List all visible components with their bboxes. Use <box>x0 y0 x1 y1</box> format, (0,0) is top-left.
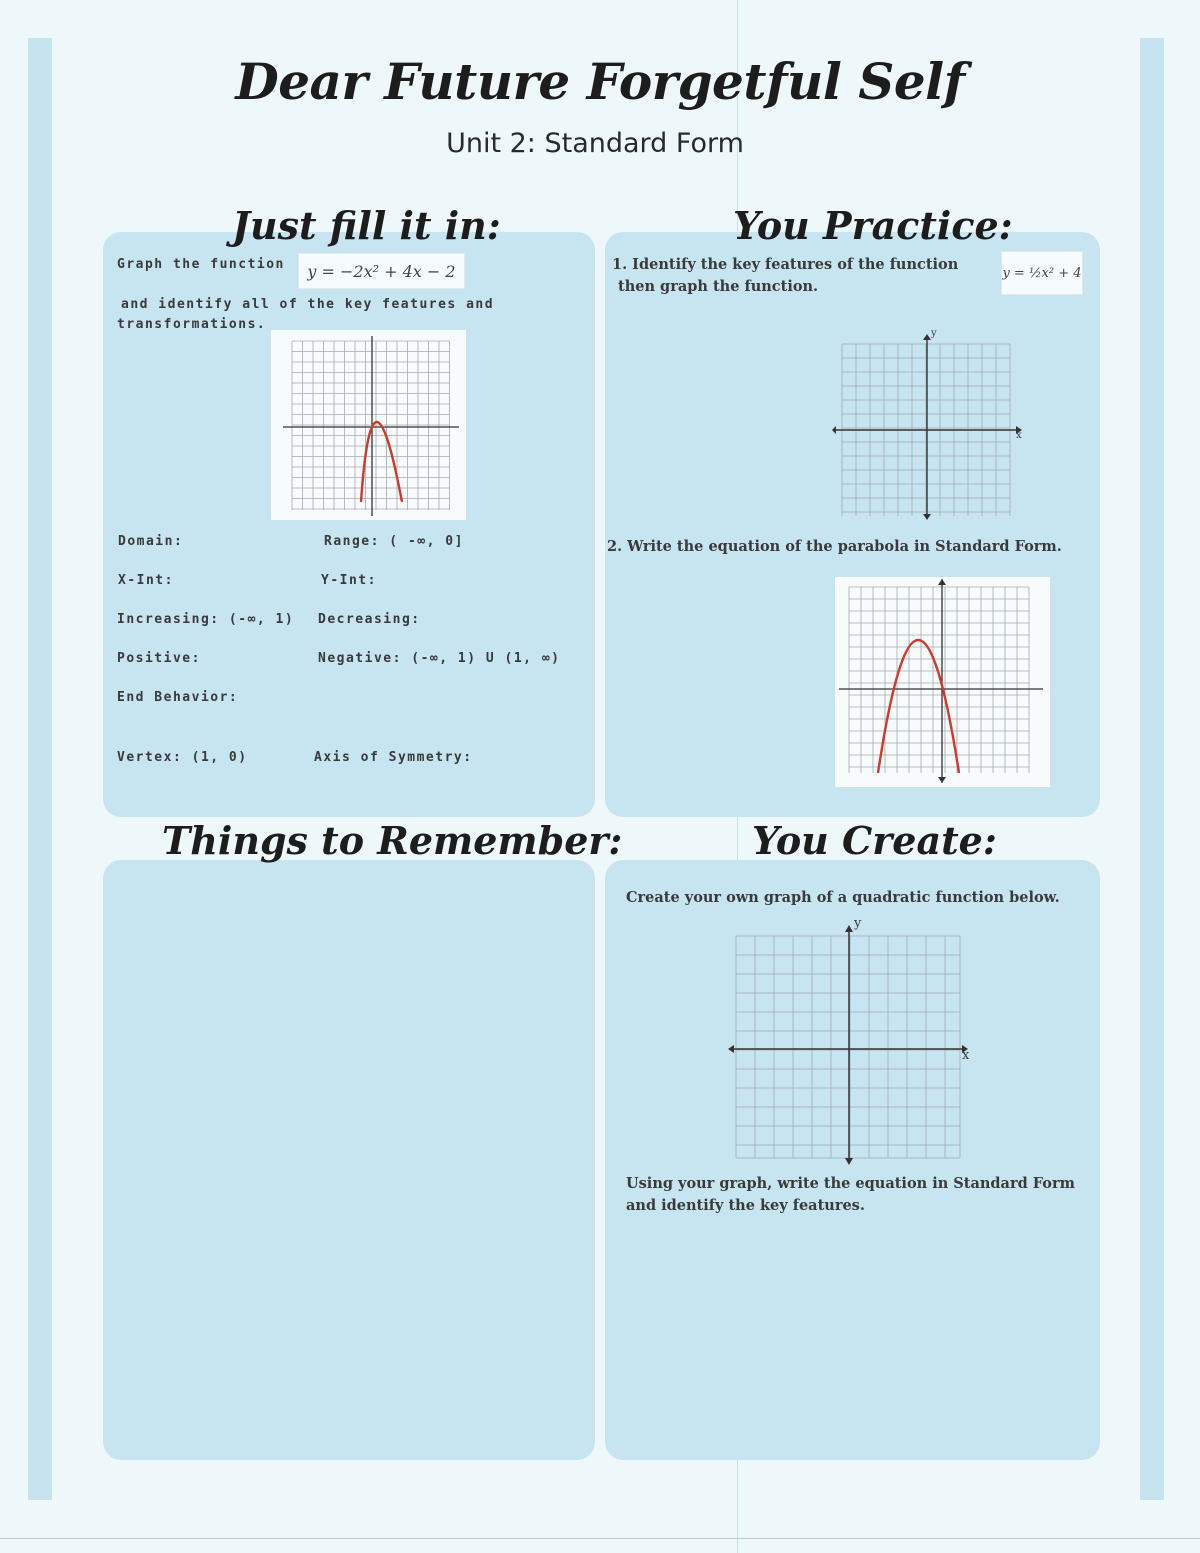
create-graph-blank[interactable] <box>728 922 973 1167</box>
fill-in-heading: Just fill it in: <box>232 203 501 248</box>
y-int-label: Y-Int: <box>321 573 377 588</box>
range-label: Range: ( -∞, 0] <box>324 534 464 549</box>
q2-text: 2. Write the equation of the parabola in Standard Form. <box>607 538 1062 555</box>
practice-graph-blank[interactable] <box>832 328 1027 523</box>
bottom-rule <box>0 1538 1200 1539</box>
page-subtitle: Unit 2: Standard Form <box>446 128 744 159</box>
positive-label: Positive: <box>117 651 201 666</box>
q2-parabola-graph <box>835 577 1050 787</box>
practice-heading: You Practice: <box>733 203 1013 248</box>
fill-in-graph <box>271 330 466 520</box>
page-title: Dear Future Forgetful Self <box>235 52 965 111</box>
x-int-label: X-Int: <box>118 573 174 588</box>
prompt-line-2: transformations. <box>117 317 267 332</box>
q1-line-1: 1. Identify the key features of the function <box>612 256 959 273</box>
q1-equation: y = ½x² + 4 <box>1001 251 1083 295</box>
negative-label: Negative: (-∞, 1) U (1, ∞) <box>318 651 561 666</box>
create-heading: You Create: <box>752 818 997 863</box>
increasing-label: Increasing: (-∞, 1) <box>117 612 295 627</box>
left-margin-strip <box>28 38 52 1500</box>
q1-line-2: then graph the function. <box>618 278 819 295</box>
prompt-line-1: and identify all of the key features and <box>121 297 495 312</box>
create-footer-line-1: Using your graph, write the equation in Standard Form <box>626 1175 1075 1192</box>
remember-panel[interactable] <box>103 860 595 1460</box>
practice-x-axis-label: x <box>1016 430 1022 441</box>
practice-y-axis-label: y <box>931 328 937 339</box>
remember-heading: Things to Remember: <box>162 818 623 863</box>
graph-prompt: Graph the function <box>117 257 285 272</box>
decreasing-label: Decreasing: <box>318 612 421 627</box>
domain-label: Domain: <box>118 534 184 549</box>
vertex-label: Vertex: (1, 0) <box>117 750 248 765</box>
create-footer-line-2: and identify the key features. <box>626 1197 865 1214</box>
function-equation: y = −2x² + 4x − 2 <box>298 253 465 289</box>
create-y-axis-label: y <box>854 916 862 931</box>
end-behavior-label: End Behavior: <box>117 690 239 705</box>
create-x-axis-label: x <box>962 1048 970 1063</box>
axis-of-symmetry-label: Axis of Symmetry: <box>314 750 473 765</box>
create-instruction: Create your own graph of a quadratic function below. <box>626 889 1060 906</box>
right-margin-strip <box>1140 38 1164 1500</box>
